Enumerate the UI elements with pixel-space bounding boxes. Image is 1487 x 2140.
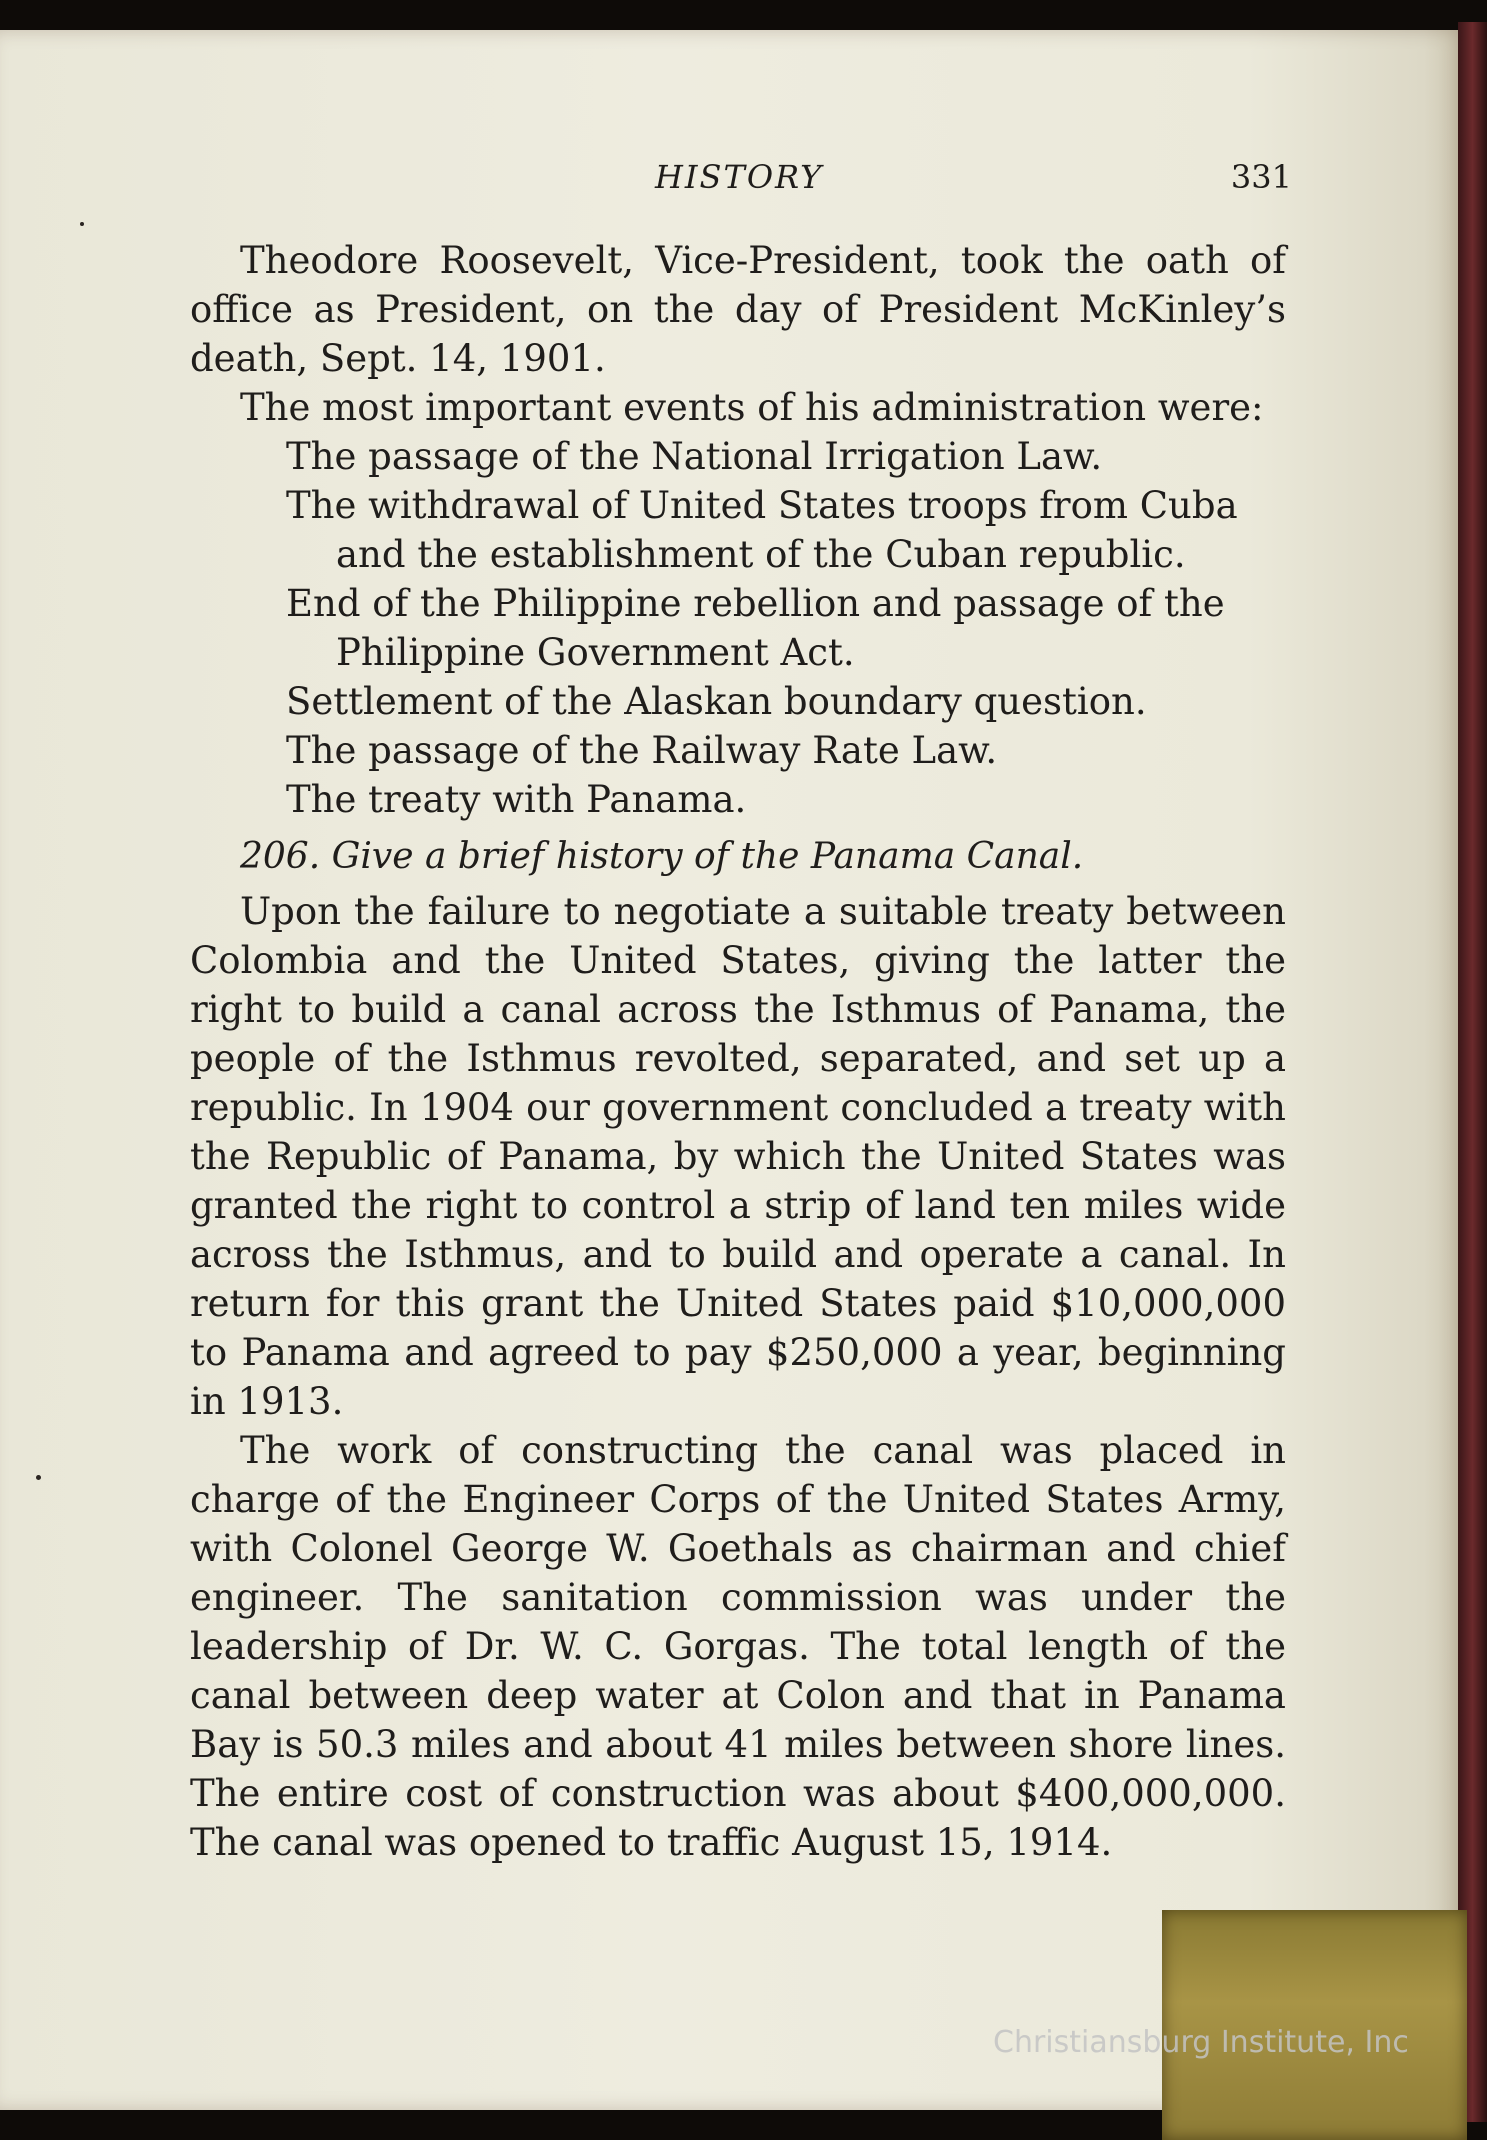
page-body bbox=[190, 236, 1286, 1867]
event-item: Settlement of the Alaskan boundary question. bbox=[286, 680, 1147, 723]
paragraph-roosevelt-oath: Theodore Roosevelt, Vice-President, took the oath of office as President, on the day of President McKinley’s death, Sept. 14, 1901. bbox=[190, 239, 1286, 380]
event-item: End of the Philippine rebellion and passage of the Philippine Government Act. bbox=[286, 582, 1225, 674]
watermark: Christiansburg Institute, Inc bbox=[993, 2025, 1409, 2060]
page-number: 331 bbox=[1230, 158, 1292, 196]
event-item: The passage of the National Irrigation Law. bbox=[286, 435, 1103, 478]
paragraph-events-intro: The most important events of his administration were: bbox=[240, 386, 1264, 429]
events-list bbox=[190, 432, 1286, 824]
event-item: The passage of the Railway Rate Law. bbox=[286, 729, 998, 772]
running-head: HISTORY bbox=[655, 158, 824, 196]
paragraph-canal-treaty: Upon the failure to negotiate a suitable treaty between Colombia and the United States, giving the latter the right to build a canal across the Isthmus of Panama, the people of the Isthmus revolted, separated, and set up a republic. In 1904 our government concluded a treaty with the Republic of Panama, by which the United States was granted the right to control a strip of land ten miles wide across the Isthmus, and to build and operate a canal. In return for this grant the United States paid $10,000,000 to Panama and agreed to pay $250,000 a year, beginning in 1913. bbox=[190, 890, 1286, 1423]
event-item: The withdrawal of United States troops from Cuba and the establishment of the Cuban republic. bbox=[286, 484, 1238, 576]
paragraph-canal-construction: The work of constructing the canal was placed in charge of the Engineer Corps of the United States Army, with Colonel George W. Goethals as chairman and chief engineer. The sanitation commission was under the leadership of Dr. W. C. Gorgas. The total length of the canal between deep water at Colon and that in Panama Bay is 50.3 miles and about 41 miles between shore lines. The entire cost of construction was about $400,000,000. The canal was opened to traffic August 15, 1914. bbox=[190, 1429, 1286, 1864]
page-header bbox=[190, 158, 1290, 202]
paper-speck bbox=[80, 222, 84, 226]
book-cover-edge bbox=[1458, 22, 1487, 2122]
paper-speck bbox=[36, 1475, 41, 1480]
question-heading: 206. Give a brief history of the Panama Canal. bbox=[240, 836, 1084, 877]
event-item: The treaty with Panama. bbox=[286, 778, 747, 821]
